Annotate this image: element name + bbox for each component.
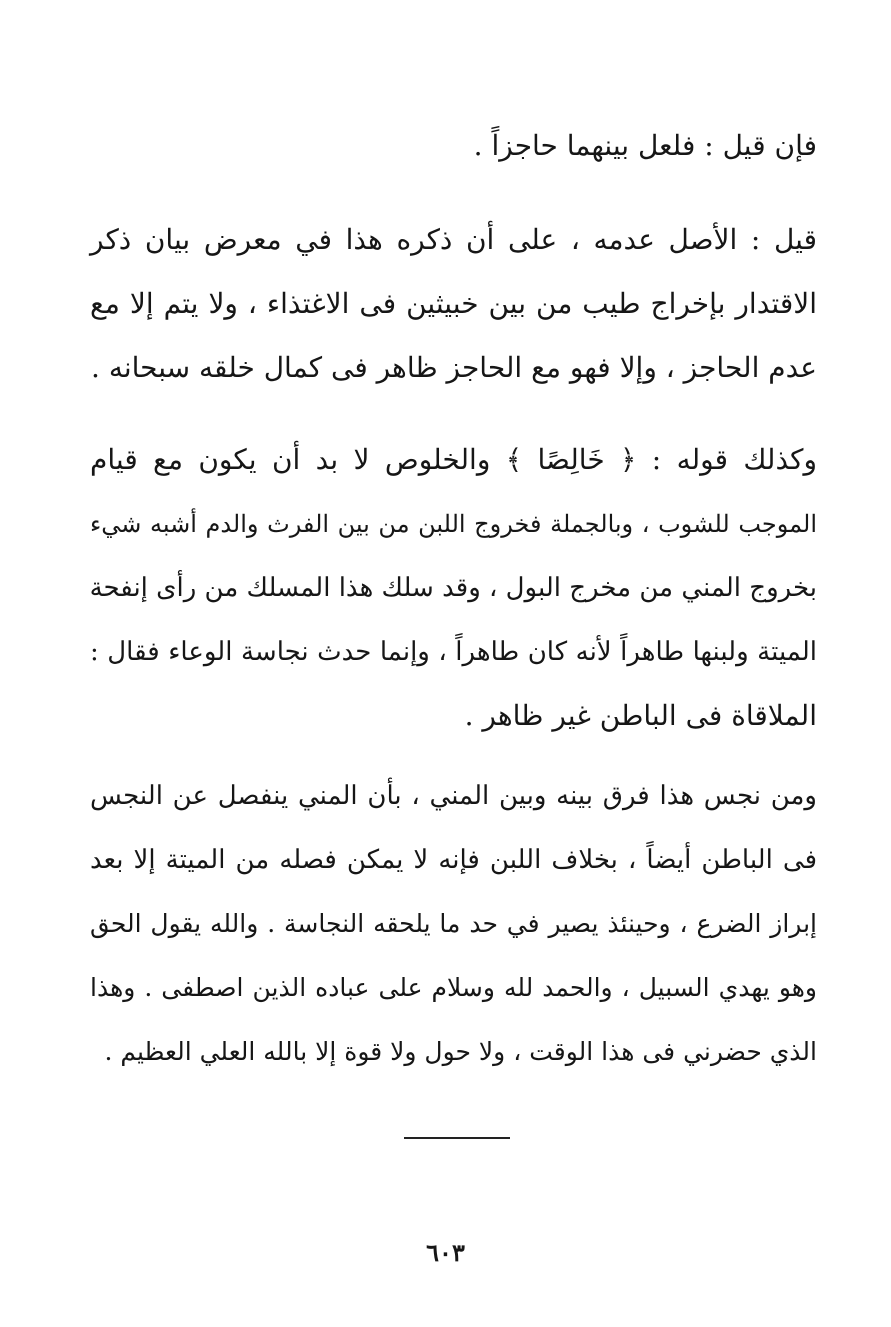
end-rule-divider: [404, 1137, 510, 1139]
text-line: ومن نجس هذا فرق بينه وبين المني ، بأن المني ينفصل عن النجس: [90, 781, 817, 811]
text-line: بخروج المني من مخرج البول ، وقد سلك هذا المسلك من رأى إنفحة: [89, 573, 817, 603]
paragraph-objection: [90, 114, 817, 178]
text-line: الموجب للشوب ، وبالجملة فخروج اللبن من بين الفرث والدم أشبه شيء: [90, 510, 817, 538]
text-line: عدم الحاجز ، وإلا فهو مع الحاجز ظاهر فى كمال خلقه سبحانه .: [91, 351, 817, 384]
text-line: الملاقاة فى الباطن غير ظاهر .: [464, 699, 817, 732]
text-line: إبراز الضرع ، وحينئذ يصير في حد ما يلحقه النجاسة . والله يقول الحق: [90, 909, 817, 938]
text-line: الاقتدار بإخراج طيب من بين خبيثين فى الاغتذاء ، ولا يتم إلا مع: [90, 287, 817, 320]
page-number: ٦٠٣: [426, 1238, 465, 1267]
paragraph-reply: [90, 208, 817, 400]
text-line: وكذلك قوله : ﴿ خَالِصًا ﴾ والخلوص لا بد أن يكون مع قيام: [90, 443, 817, 476]
paragraph-conclusion: [90, 764, 817, 1084]
text-line: وهو يهدي السبيل ، والحمد لله وسلام على عباده الذين اصطفى . وهذا: [90, 973, 817, 1002]
text-line: الذي حضرني فى هذا الوقت ، ولا حول ولا قوة إلا بالله العلي العظيم .: [104, 1037, 817, 1066]
paragraph-khalisan: [90, 428, 817, 748]
text-line: فى الباطن أيضاً ، بخلاف اللبن فإنه لا يمكن فصله من الميتة إلا بعد: [90, 845, 817, 875]
text-line: الميتة ولبنها طاهراً لأنه كان طاهراً ، وإنما حدث نجاسة الوعاء فقال :: [90, 637, 817, 667]
text-line: قيل : الأصل عدمه ، على أن ذكره هذا في معرض بيان ذكر: [90, 223, 817, 256]
text-line: فإن قيل : فلعل بينهما حاجزاً .: [473, 129, 817, 162]
